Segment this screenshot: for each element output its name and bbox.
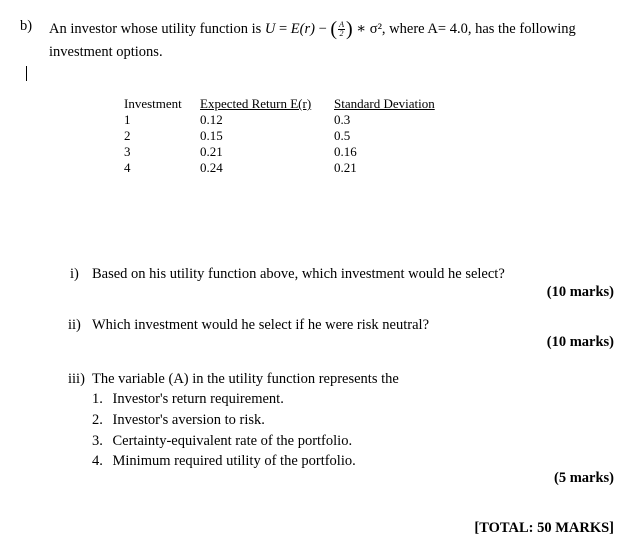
option-number: 4. <box>92 453 103 469</box>
option-1 <box>92 391 284 408</box>
option-text: Investor's aversion to risk. <box>112 412 265 428</box>
part-iii-text: The variable (A) in the utility function represents the <box>92 371 399 387</box>
option-3 <box>92 433 352 450</box>
option-number: 1. <box>92 391 103 407</box>
text-cursor <box>26 66 27 81</box>
part-iii-label: iii) <box>68 371 85 387</box>
cell-standard-deviation: 0.3 <box>334 112 351 127</box>
part-ii-label: ii) <box>68 317 81 333</box>
cell-expected-return: 0.12 <box>200 112 223 127</box>
question-text-before: An investor whose utility function is <box>49 20 262 37</box>
cell-expected-return: 0.21 <box>200 144 223 159</box>
option-text: Minimum required utility of the portfolio. <box>112 453 356 469</box>
cell-standard-deviation: 0.5 <box>334 128 351 143</box>
part-ii-text: Which investment would he select if he were risk neutral? <box>92 317 430 333</box>
option-number: 2. <box>92 412 103 428</box>
part-iii-marks: (5 marks) <box>553 470 614 486</box>
table-row <box>124 144 441 160</box>
option-text: Investor's return requirement. <box>112 391 284 407</box>
option-number: 3. <box>92 433 103 449</box>
question-label: b) <box>20 18 33 34</box>
option-4 <box>92 453 356 470</box>
cell-investment: 4 <box>124 160 131 175</box>
option-text: Certainty-equivalent rate of the portfolio. <box>112 433 353 449</box>
table-row <box>124 128 441 144</box>
formula: U = E(r) − ( $\frac{A}{2}$ ) ∗ σ², <box>264 18 386 40</box>
total-marks: [TOTAL: 50 MARKS] <box>474 520 614 536</box>
part-i-marks: (10 marks) <box>546 284 614 300</box>
part-i-label: i) <box>70 266 79 282</box>
part-ii-marks: (10 marks) <box>546 334 614 350</box>
cell-investment: 1 <box>124 112 131 127</box>
cell-investment: 2 <box>124 128 131 143</box>
question-text-line2: investment options. <box>49 44 163 60</box>
table-header-row <box>124 96 441 112</box>
header-standard-deviation: Standard Deviation <box>334 96 435 111</box>
option-2 <box>92 412 265 429</box>
question-text-after: where A= 4.0, has the following <box>389 20 576 37</box>
part-i-text: Based on his utility function above, which investment would he select? <box>92 266 505 282</box>
investment-table <box>124 96 441 176</box>
formula-fraction: $\frac{A}{2}$ <box>339 20 344 38</box>
cell-standard-deviation: 0.21 <box>334 160 357 175</box>
header-investment: Investment <box>124 96 182 111</box>
cell-expected-return: 0.15 <box>200 128 223 143</box>
table-row <box>124 112 441 128</box>
cell-standard-deviation: 0.16 <box>334 144 357 159</box>
question-text <box>49 18 576 41</box>
cell-expected-return: 0.24 <box>200 160 223 175</box>
header-expected-return: Expected Return E(r) <box>200 96 312 111</box>
table-row <box>124 160 441 176</box>
cell-investment: 3 <box>124 144 131 159</box>
